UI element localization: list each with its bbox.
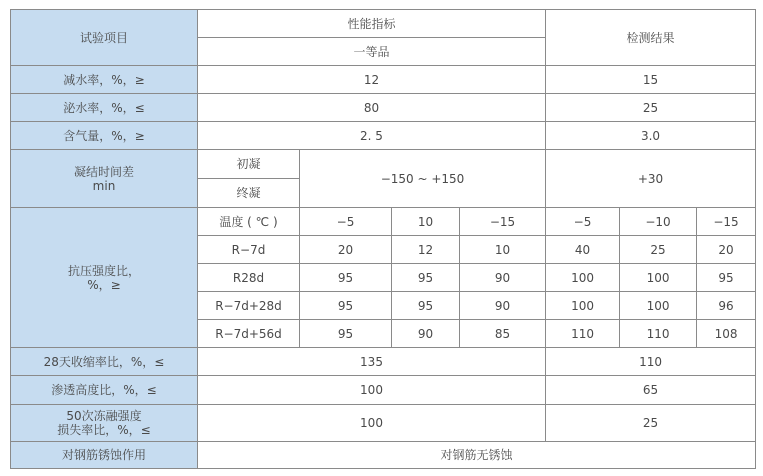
row-label-setting-time (11, 150, 198, 208)
index-temp-cell: −15 (460, 208, 546, 236)
compressive-index-cell: 95 (392, 264, 460, 292)
compressive-row-label: R−7d+28d (198, 292, 300, 320)
setting-time-label-line1: 凝结时间差 (73, 164, 134, 179)
freeze-thaw-index: 100 (198, 405, 546, 442)
result-temp-cell: −5 (546, 208, 620, 236)
setting-time-label-line2: min (92, 178, 116, 193)
row-label-bleeding: 泌水率，%，≤ (11, 94, 198, 122)
compressive-result-cell: 25 (620, 236, 697, 264)
result-temp-cell: −10 (620, 208, 697, 236)
header-test-result: 检测结果 (546, 10, 756, 66)
shrinkage-result: 110 (546, 348, 756, 376)
shrinkage-index: 135 (198, 348, 546, 376)
index-temp-cell: −5 (300, 208, 392, 236)
row-label-air-content: 含气量，%，≥ (11, 122, 198, 150)
compressive-result-cell: 110 (546, 320, 620, 348)
compressive-result-cell: 108 (697, 320, 756, 348)
freeze-thaw-label-line2: 损失率比，%，≤ (57, 423, 151, 437)
header-grade: 一等品 (198, 38, 546, 66)
bleeding-result: 25 (546, 94, 756, 122)
compressive-result-cell: 40 (546, 236, 620, 264)
temperature-label: 温度 ( ℃ ) (198, 208, 300, 236)
row-label-corrosion: 对钢筋锈蚀作用 (11, 442, 198, 469)
compressive-index-cell: 95 (300, 292, 392, 320)
header-test-item: 试验项目 (11, 10, 198, 66)
compressive-result-cell: 20 (697, 236, 756, 264)
compressive-row-label: R−7d+56d (198, 320, 300, 348)
setting-initial-label: 初凝 (198, 150, 300, 179)
compressive-row-label: R−7d (198, 236, 300, 264)
compressive-index-cell: 12 (392, 236, 460, 264)
water-reduction-index: 12 (198, 66, 546, 94)
compressive-result-cell: 100 (546, 292, 620, 320)
compressive-index-cell: 90 (460, 264, 546, 292)
compressive-label-line2: %，≥ (87, 277, 121, 292)
setting-final-label: 终凝 (198, 179, 300, 208)
compressive-result-cell: 100 (546, 264, 620, 292)
bleeding-index: 80 (198, 94, 546, 122)
compressive-index-cell: 95 (300, 264, 392, 292)
performance-table (10, 9, 756, 469)
freeze-thaw-label-line1: 50次冻融强度 (66, 409, 142, 423)
index-temp-cell: 10 (392, 208, 460, 236)
air-content-index: 2. 5 (198, 122, 546, 150)
row-label-permeation: 渗透高度比，%，≤ (11, 376, 198, 405)
compressive-label-line1: 抗压强度比， (67, 263, 140, 278)
compressive-result-cell: 110 (620, 320, 697, 348)
compressive-index-cell: 20 (300, 236, 392, 264)
table-container (10, 9, 756, 469)
setting-time-result: +30 (546, 150, 756, 208)
water-reduction-result: 15 (546, 66, 756, 94)
row-label-shrinkage: 28天收缩率比，%，≤ (11, 348, 198, 376)
compressive-result-cell: 95 (697, 264, 756, 292)
header-performance-index: 性能指标 (198, 10, 546, 38)
row-label-compressive (11, 208, 198, 348)
compressive-index-cell: 10 (460, 236, 546, 264)
row-label-freeze-thaw (11, 405, 198, 442)
setting-time-index: −150 ~ +150 (300, 150, 546, 208)
permeation-result: 65 (546, 376, 756, 405)
corrosion-value: 对钢筋无锈蚀 (198, 442, 756, 469)
result-temp-cell: −15 (697, 208, 756, 236)
compressive-index-cell: 85 (460, 320, 546, 348)
compressive-result-cell: 96 (697, 292, 756, 320)
compressive-result-cell: 100 (620, 292, 697, 320)
compressive-index-cell: 90 (460, 292, 546, 320)
row-label-water-reduction: 减水率，%，≥ (11, 66, 198, 94)
compressive-row-label: R28d (198, 264, 300, 292)
compressive-index-cell: 90 (392, 320, 460, 348)
air-content-result: 3.0 (546, 122, 756, 150)
compressive-index-cell: 95 (300, 320, 392, 348)
compressive-index-cell: 95 (392, 292, 460, 320)
compressive-result-cell: 100 (620, 264, 697, 292)
freeze-thaw-result: 25 (546, 405, 756, 442)
permeation-index: 100 (198, 376, 546, 405)
